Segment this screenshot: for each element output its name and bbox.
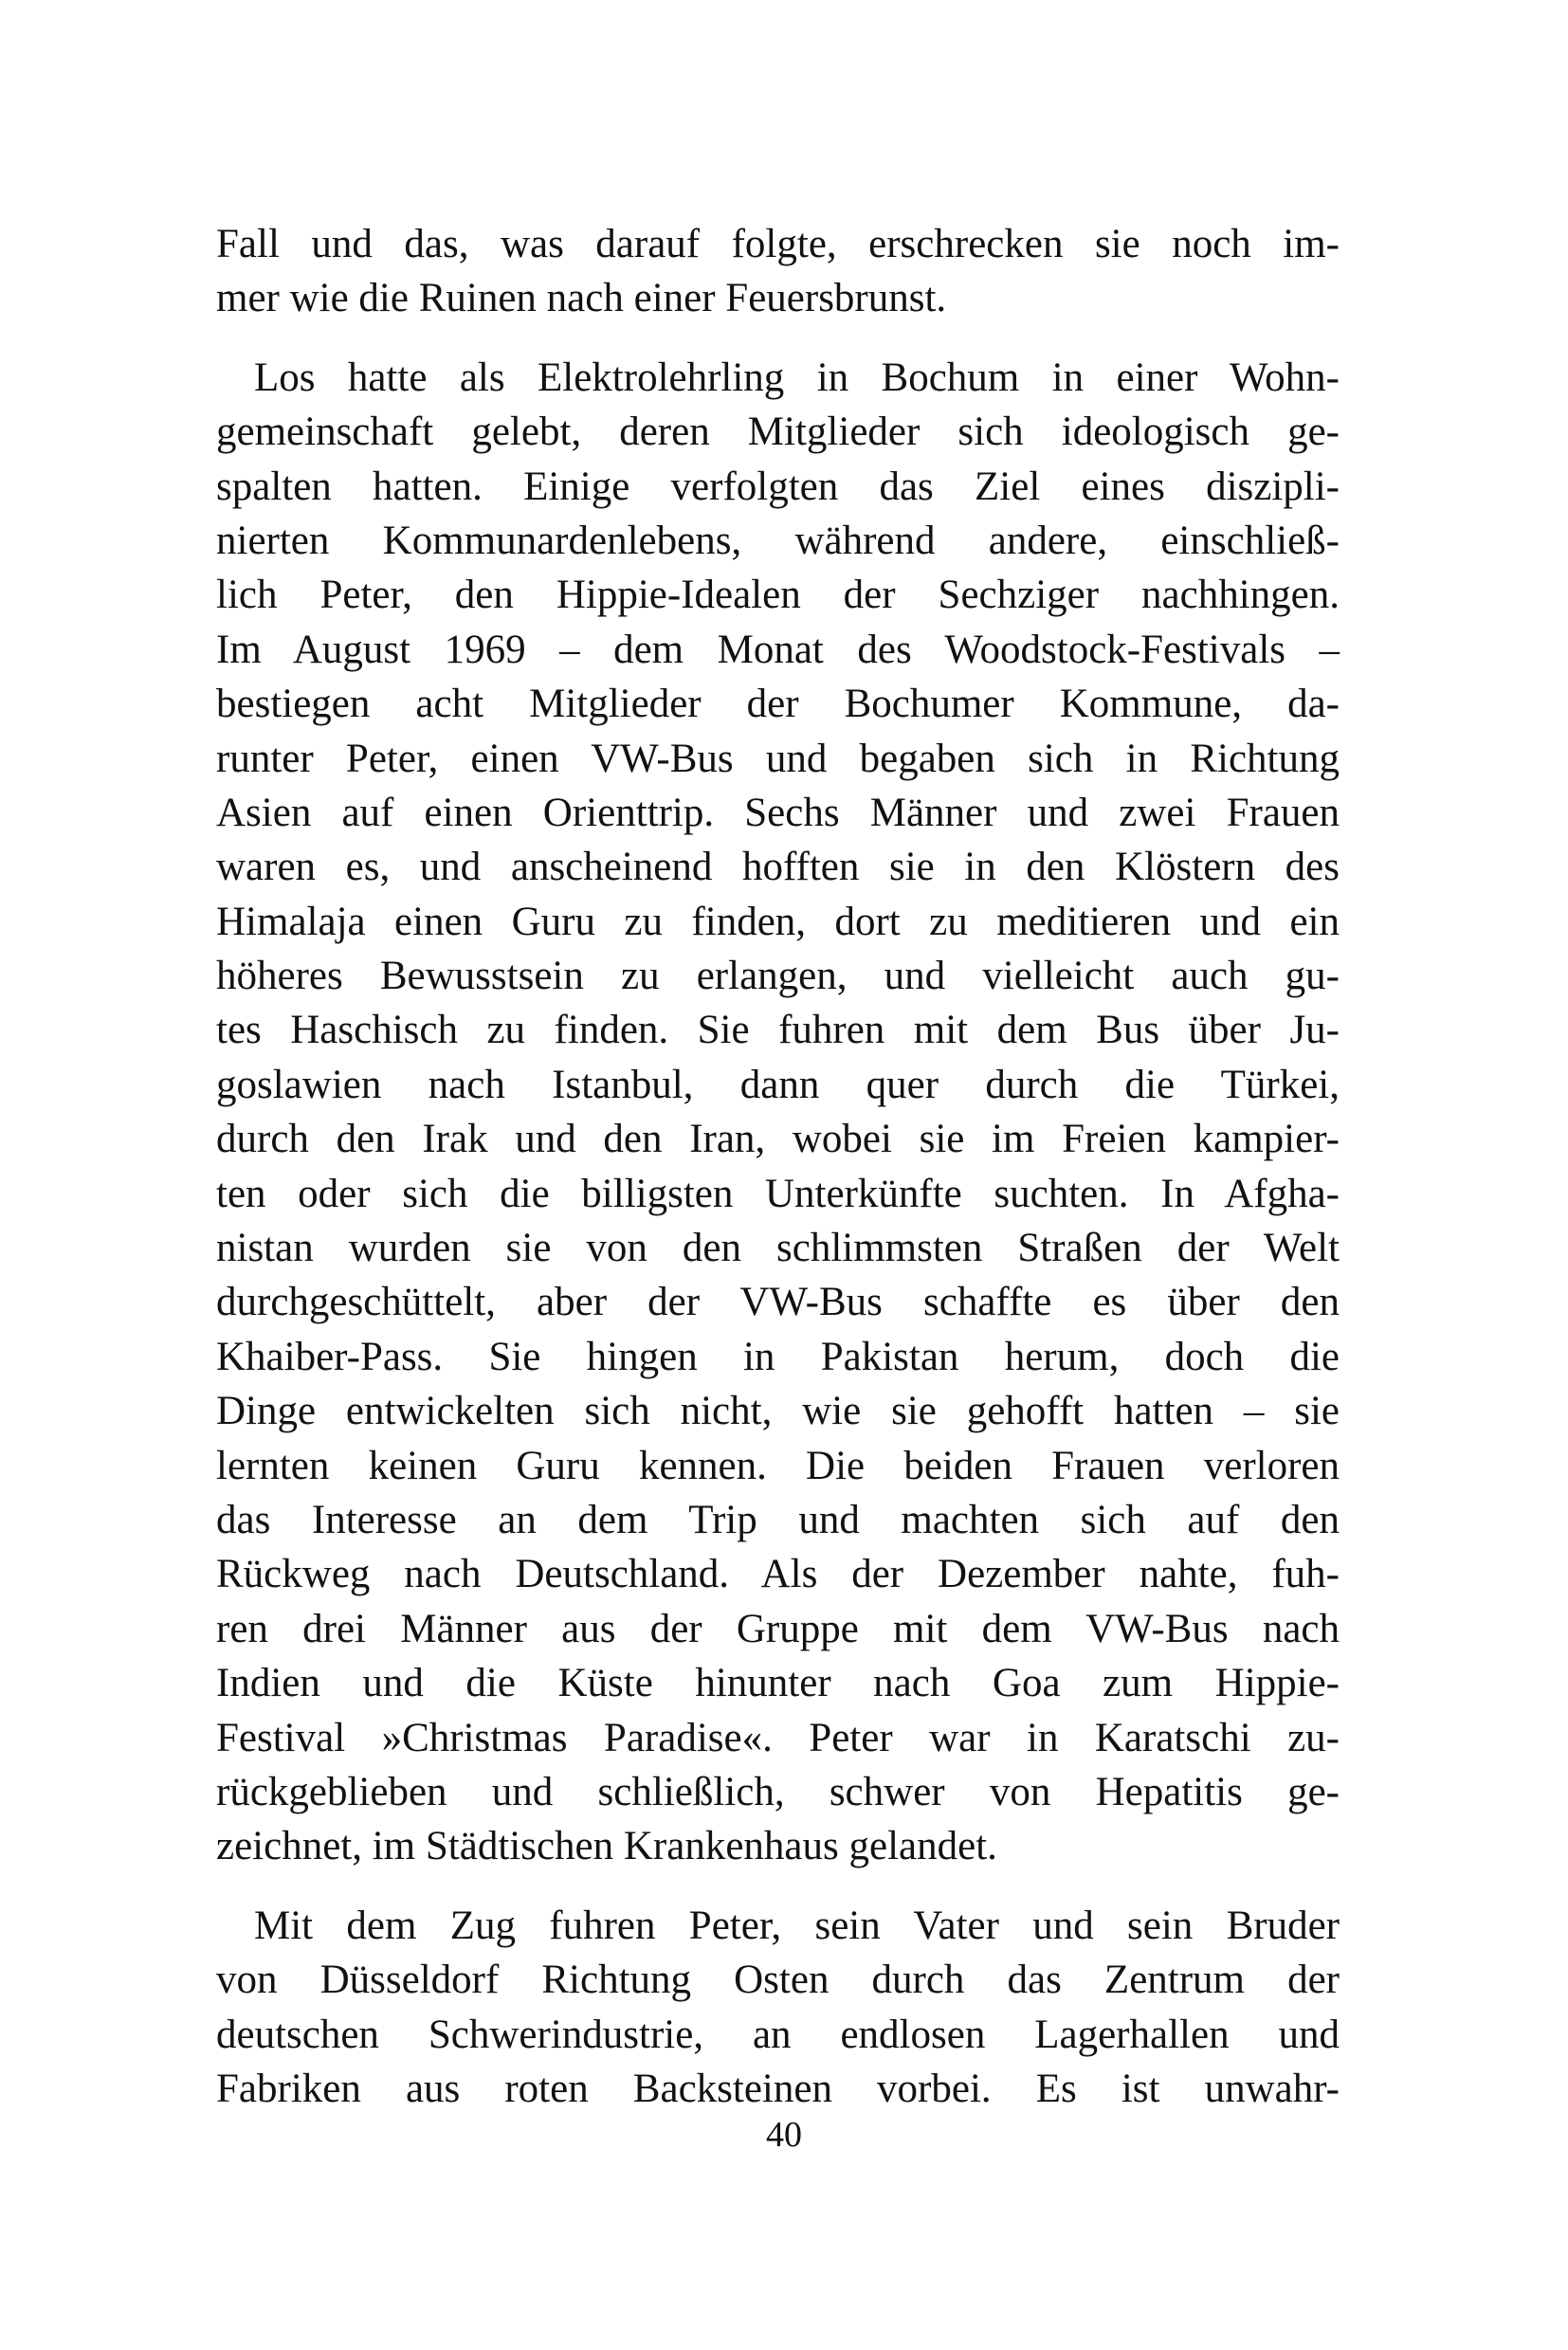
text-line: Dinge entwickelten sich nicht, wie sie gehofft hatten – sie <box>216 1389 1340 1434</box>
text-line: Asien auf einen Orienttrip. Sechs Männer und zwei Frauen <box>216 790 1340 835</box>
text-line: gemeinschaft gelebt, deren Mitglieder sich ideologisch ge- <box>216 410 1340 455</box>
text-line: goslawien nach Istanbul, dann quer durch die Türkei, <box>216 1062 1340 1107</box>
paragraph <box>216 1899 1340 2117</box>
paragraph <box>216 351 1340 1874</box>
text-line: spalten hatten. Einige verfolgten das Ziel eines diszipli- <box>216 464 1340 509</box>
text-line: Indien und die Küste hinunter nach Goa zum Hippie- <box>216 1661 1340 1706</box>
text-line: ten oder sich die billigsten Unterkünfte suchten. In Afgha- <box>216 1171 1340 1216</box>
text-line: Mit dem Zug fuhren Peter, sein Vater und sein Bruder <box>254 1903 1340 1948</box>
text-line: rückgeblieben und schließlich, schwer von Hepatitis ge- <box>216 1769 1340 1814</box>
paragraph <box>216 217 1340 326</box>
paragraph-gap <box>216 1874 1340 1899</box>
text-line: nierten Kommunardenlebens, während andere, einschließ- <box>216 518 1340 563</box>
text-line: höheres Bewusstsein zu erlangen, und vielleicht auch gu- <box>216 954 1340 999</box>
paragraph-gap <box>216 326 1340 351</box>
text-line: bestiegen acht Mitglieder der Bochumer Kommune, da- <box>216 682 1340 727</box>
text-line: Khaiber-Pass. Sie hingen in Pakistan herum, doch die <box>216 1334 1340 1379</box>
text-line: zeichnet, im Städtischen Krankenhaus gelandet. <box>216 1824 997 1869</box>
text-line: von Düsseldorf Richtung Osten durch das Zentrum der <box>216 1958 1340 2003</box>
text-line: runter Peter, einen VW-Bus und begaben sich in Richtung <box>216 736 1340 781</box>
page-number: 40 <box>766 2115 802 2155</box>
text-line: lich Peter, den Hippie-Idealen der Sechziger nachhingen. <box>216 573 1340 618</box>
text-line: lernten keinen Guru kennen. Die beiden Frauen verloren <box>216 1443 1340 1488</box>
text-line: Rückweg nach Deutschland. Als der Dezember nahte, fuh- <box>216 1552 1340 1597</box>
text-line: nistan wurden sie von den schlimmsten Straßen der Welt <box>216 1226 1340 1271</box>
text-line: Himalaja einen Guru zu finden, dort zu meditieren und ein <box>216 899 1340 944</box>
text-line: tes Haschisch zu finden. Sie fuhren mit dem Bus über Ju- <box>216 1008 1340 1053</box>
text-line: Los hatte als Elektrolehrling in Bochum in einer Wohn- <box>254 355 1340 400</box>
text-line: Fall und das, was darauf folgte, erschrecken sie noch im- <box>216 222 1340 266</box>
text-line: waren es, und anscheinend hofften sie in den Klöstern des <box>216 845 1340 890</box>
text-line: das Interesse an dem Trip und machten sich auf den <box>216 1497 1340 1542</box>
text-line: deutschen Schwerindustrie, an endlosen Lagerhallen und <box>216 2012 1340 2057</box>
text-line: durch den Irak und den Iran, wobei sie im Freien kampier- <box>216 1117 1340 1162</box>
text-line: Im August 1969 – dem Monat des Woodstock-Festivals – <box>216 627 1340 672</box>
text-line: mer wie die Ruinen nach einer Feuersbrunst. <box>216 276 947 321</box>
body-text <box>216 217 1340 2116</box>
text-line: durchgeschüttelt, aber der VW-Bus schaffte es über den <box>216 1280 1340 1325</box>
text-line: ren drei Männer aus der Gruppe mit dem VW-Bus nach <box>216 1606 1340 1651</box>
text-line: Fabriken aus roten Backsteinen vorbei. Es ist unwahr- <box>216 2066 1340 2111</box>
text-line: Festival »Christmas Paradise«. Peter war in Karatschi zu- <box>216 1715 1340 1760</box>
